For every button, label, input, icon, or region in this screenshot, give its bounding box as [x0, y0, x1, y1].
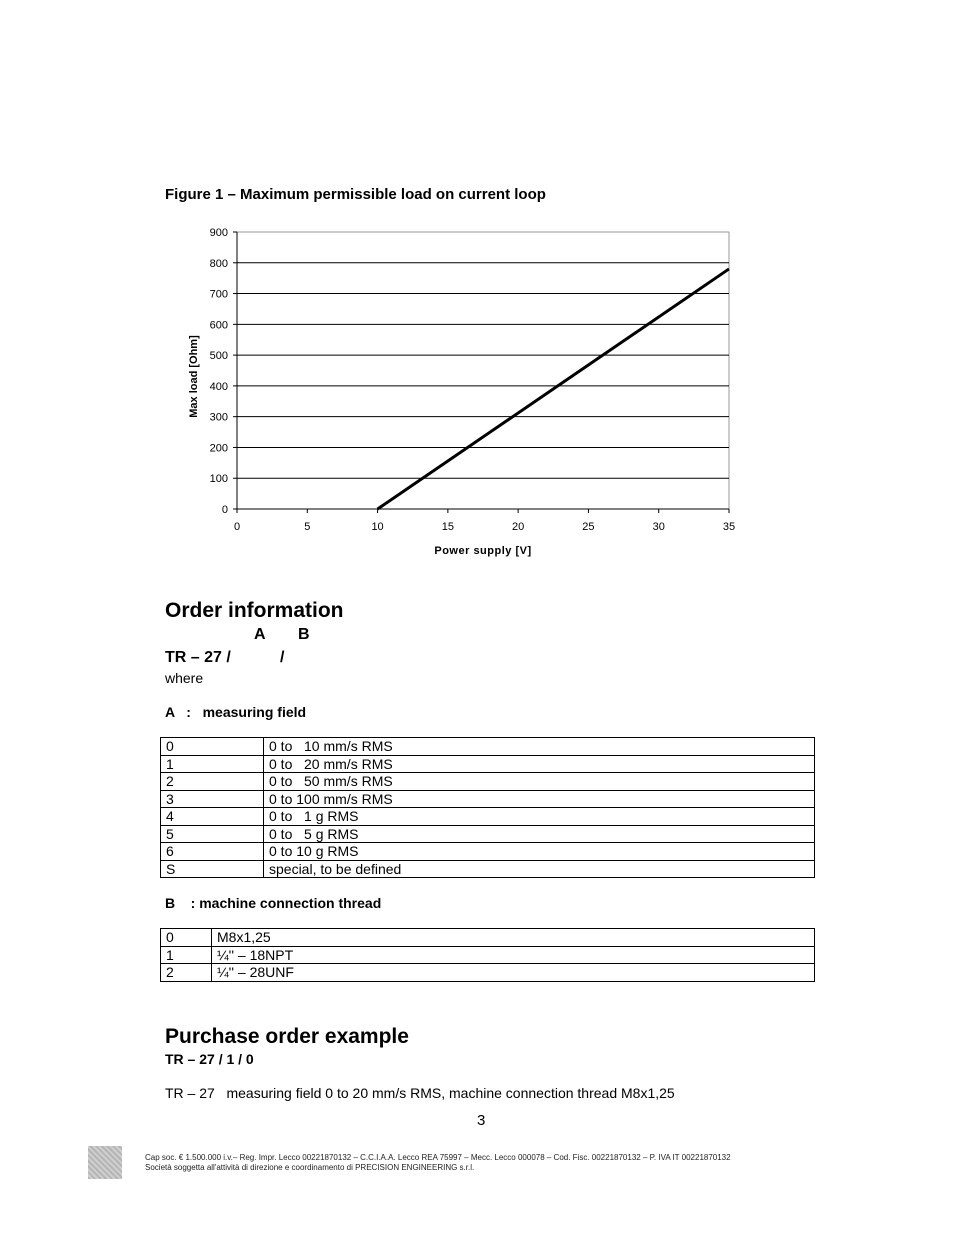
row-code: 5	[161, 825, 264, 843]
row-code: 3	[161, 790, 264, 808]
row-code: 4	[161, 808, 264, 826]
table-row	[161, 929, 815, 947]
x-tick-label: 30	[652, 521, 665, 533]
table-row	[161, 964, 815, 982]
row-description: 0 to 20 mm/s RMS	[264, 755, 815, 773]
figure-title: Figure 1 – Maximum permissible load on current loop	[165, 186, 546, 203]
y-tick-label: 100	[209, 473, 228, 486]
row-code: 0	[161, 738, 264, 756]
purchase-code: TR – 27 / 1 / 0	[165, 1051, 254, 1067]
footer-line-1: Cap soc. € 1.500.000 i.v.– Reg. Impr. Lecco 00221870132 – C.C.I.A.A. Lecco REA 75997 – Mecc. Lecco 000078 – Cod. Fisc. 00221870132 – P. IVA IT 00221870132	[145, 1153, 731, 1162]
row-code: 2	[161, 964, 212, 982]
x-tick-label: 20	[512, 521, 525, 533]
order-heading: Order information	[165, 599, 344, 622]
row-code: 2	[161, 773, 264, 791]
footer	[145, 1153, 731, 1173]
column-b-label: B	[298, 626, 310, 643]
y-axis-label: Max load [Ohm]	[188, 335, 200, 418]
row-code: 1	[161, 755, 264, 773]
row-description: 0 to 1 g RMS	[264, 808, 815, 826]
table-row	[161, 860, 815, 878]
load-chart	[180, 222, 750, 567]
row-description: 0 to 50 mm/s RMS	[264, 773, 815, 791]
y-tick-label: 600	[209, 319, 228, 332]
row-code: 0	[161, 929, 212, 947]
series-line	[378, 269, 729, 509]
y-tick-label: 800	[209, 257, 228, 270]
order-code: TR – 27 /	[165, 649, 231, 666]
y-tick-label: 0	[221, 504, 228, 516]
table-row	[161, 755, 815, 773]
row-description: ¼'' – 18NPT	[212, 946, 815, 964]
x-tick-label: 5	[304, 521, 311, 533]
purchase-heading: Purchase order example	[165, 1025, 409, 1048]
table-row	[161, 773, 815, 791]
row-code: S	[161, 860, 264, 878]
row-description: 0 to 10 mm/s RMS	[264, 738, 815, 756]
row-description: 0 to 5 g RMS	[264, 825, 815, 843]
row-description: ¼'' – 28UNF	[212, 964, 815, 982]
row-code: 1	[161, 946, 212, 964]
x-tick-label: 0	[233, 521, 241, 533]
table-row	[161, 790, 815, 808]
order-code-slash: /	[280, 649, 285, 666]
measuring-field-table	[160, 737, 815, 878]
row-description: 0 to 10 g RMS	[264, 843, 815, 861]
y-tick-label: 200	[209, 442, 228, 455]
footer-line-2: Società soggetta all'attività di direzione e coordinamento di PRECISION ENGINEERING s.r.l.	[145, 1163, 475, 1172]
table-row	[161, 738, 815, 756]
thread-table	[160, 928, 815, 982]
row-description: 0 to 100 mm/s RMS	[264, 790, 815, 808]
y-tick-label: 700	[209, 288, 228, 301]
table-row	[161, 946, 815, 964]
y-tick-label: 300	[209, 411, 228, 424]
x-tick-label: 10	[371, 521, 384, 533]
y-tick-label: 500	[209, 350, 228, 363]
x-tick-label: 35	[722, 521, 736, 533]
y-tick-label: 900	[209, 227, 228, 239]
table-row	[161, 808, 815, 826]
purchase-description: TR – 27 measuring field 0 to 20 mm/s RMS, machine connection thread M8x1,25	[165, 1085, 675, 1101]
row-description: M8x1,25	[212, 929, 815, 947]
a-field-label: A : measuring field	[165, 704, 307, 720]
table-row	[161, 825, 815, 843]
row-description: special, to be defined	[264, 860, 815, 878]
company-logo	[88, 1146, 122, 1179]
row-code: 6	[161, 843, 264, 861]
b-field-label: B : machine connection thread	[165, 895, 382, 911]
page-number: 3	[477, 1112, 486, 1129]
column-a-label: A	[254, 626, 266, 643]
y-tick-label: 400	[209, 380, 228, 393]
x-tick-label: 25	[582, 521, 595, 533]
where-text: where	[165, 670, 204, 686]
plot-area	[237, 232, 729, 509]
x-axis-label: Power supply [V]	[434, 545, 532, 557]
table-row	[161, 843, 815, 861]
x-tick-label: 15	[441, 521, 454, 533]
